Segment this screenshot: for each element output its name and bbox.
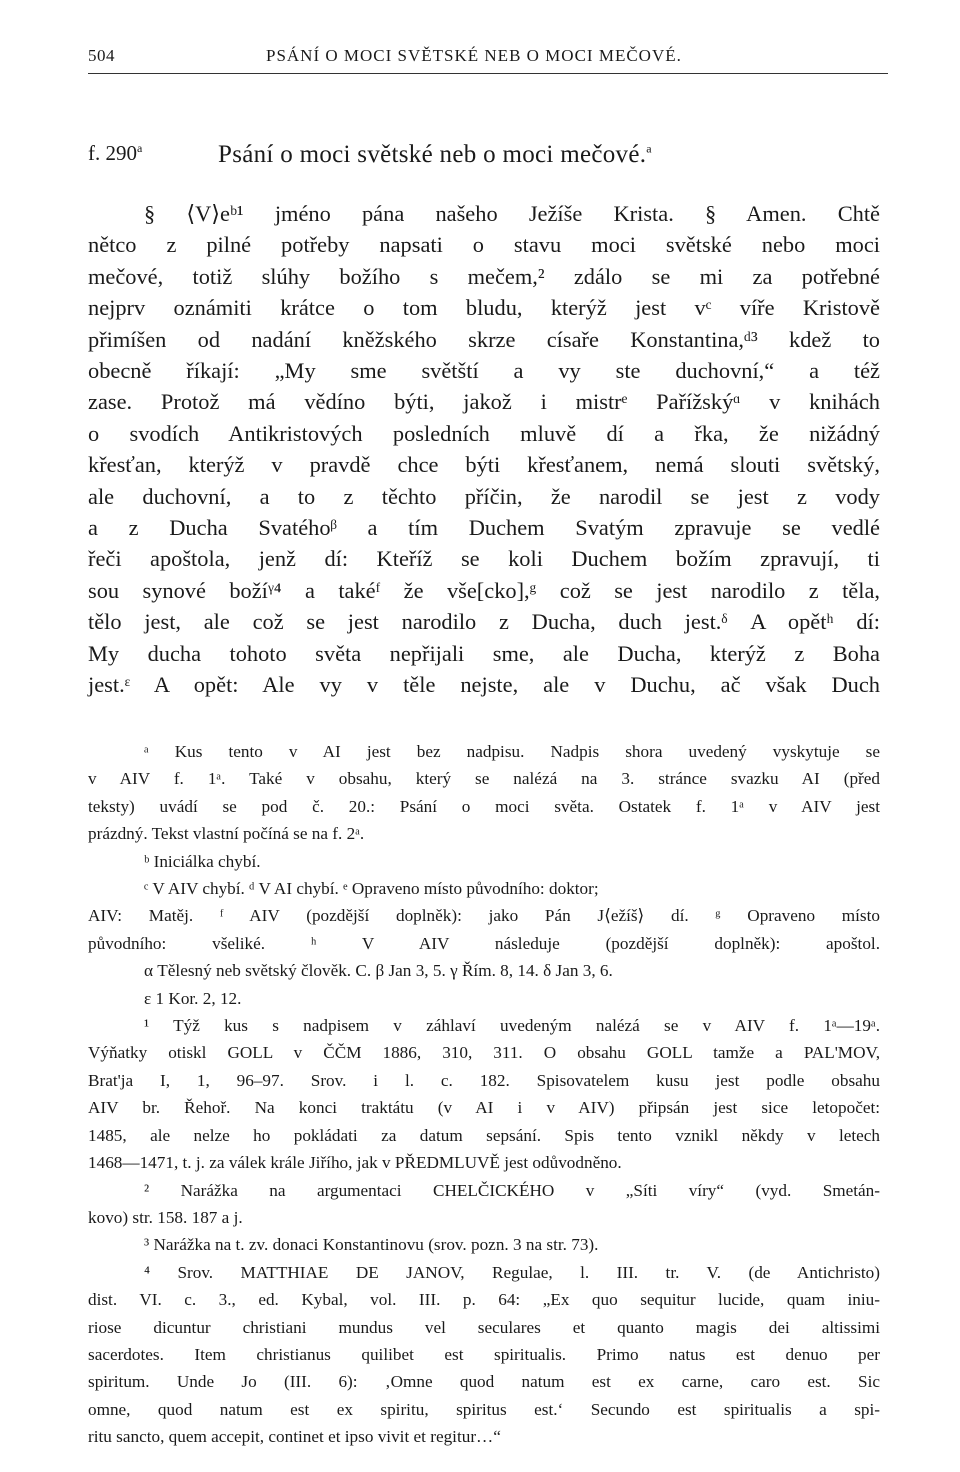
footnote-line: omne, quod natum est ex spiritu, spiritus est.‘ Secundo est spiritualis a spi- <box>88 1399 880 1419</box>
body-line: o svodích Antikristových posledních mluvě dí a řka, že nižádný <box>88 420 880 446</box>
folio-reference <box>88 141 142 166</box>
header-rule <box>88 73 888 74</box>
page-number: 504 <box>88 46 115 65</box>
footnote-line: ᶜ V AIV chybí. ᵈ V AI chybí. ᵉ Opraveno místo původního: doktor; <box>144 879 599 899</box>
folio-sup: a <box>137 141 143 155</box>
body-line: a z Ducha Svatéhoᵝ a tím Duchem Svatým zpravuje se vedlé <box>88 515 880 541</box>
footnote-line: teksty) uvádí se pod č. 20.: Psání o moci světa. Ostatek f. 1ᵃ v AIV jest <box>88 796 880 816</box>
footnote-line: dist. VI. c. 3., ed. Kybal, vol. III. p. 64: „Ex quo sequitur lucide, quam iniu- <box>88 1290 880 1310</box>
footnote-line: ¹ Týž kus s nadpisem v záhlaví uvedeným nalézá se v AIV f. 1ᵃ—19ᵃ. <box>144 1016 880 1036</box>
body-line: přimíšen od nadání kněžského skrze císaře Konstantina,ᵈ³ kdež to <box>88 326 880 352</box>
main-text <box>88 198 880 701</box>
body-line: mečové, totiž slúhy božího s mečem,² zdálo se mi za potřebné <box>88 263 880 289</box>
footnote-line: kovo) str. 158. 187 a j. <box>88 1207 243 1227</box>
footnote-line: v AIV f. 1ᵃ. Také v obsahu, který se nalézá na 3. stránce svazku AI (před <box>88 769 880 789</box>
footnote-line: prázdný. Tekst vlastní počíná se na f. 2ᵃ. <box>88 824 365 844</box>
footnote-line: ³ Narážka na t. zv. donaci Konstantinovu (srov. pozn. 3 na str. 73). <box>144 1235 599 1255</box>
footnote-line: AIV br. Řehoř. Na konci traktátu (v AI i v AIV) připsán jest sice letopočet: <box>88 1098 880 1118</box>
body-line: nejprv oznámiti krátce o tom bludu, kterýž jest vᶜ víře Kristově <box>88 295 880 321</box>
footnote-line: α Tělesný neb světský člověk. C. β Jan 3, 5. γ Řím. 8, 14. δ Jan 3, 6. <box>144 961 613 981</box>
body-line: My ducha tohoto světa nepřijali sme, ale Ducha, kterýž z Boha <box>88 640 880 666</box>
folio-label: f. 290 <box>88 141 137 165</box>
footnote-line: ε 1 Kor. 2, 12. <box>144 988 242 1008</box>
footnote-line: 1468—1471, t. j. za válek krále Jiřího, jak v PŘEDMLUVĚ jest odůvodněno. <box>88 1153 622 1173</box>
body-line: zase. Protož má vědíno býti, jakož i mistrᵉ Pařížskýᵅ v knihách <box>88 389 880 415</box>
chapter-title-text: Psání o moci světské neb o moci mečové. <box>218 141 647 168</box>
footnote-line: Brat'ja I, 1, 96–97. Srov. i l. c. 182. Spisovatelem kusu jest podle obsahu <box>88 1070 880 1090</box>
body-line: obecně říkají: „My sme světští a vy ste duchovní,“ a též <box>88 358 880 384</box>
footnotes <box>88 738 880 1451</box>
footnote-line: sacerdotes. Item christianus quilibet est spiritualis. Primo natus est denuo per <box>88 1344 880 1364</box>
footnote-line: ritu sancto, quem accepit, continet et ipso vivit et regitur…“ <box>88 1427 501 1447</box>
body-line: ale duchovní, a to z těchto příčin, že narodil se jest z vody <box>88 483 880 509</box>
footnote-line: riose dicuntur christiani mundus vel seculares et quanto magis dei altissimi <box>88 1317 880 1337</box>
body-line: řeči apoštola, jenž dí: Kteříž se koli Duchem božím zpravují, ti <box>88 546 880 572</box>
body-line: tělo jest, ale což se jest narodilo z Ducha, duch jest.ᵟ A opětʰ dí: <box>88 609 880 635</box>
footnote-line: ᵃ Kus tento v AI jest bez nadpisu. Nadpis shora uvedený vyskytuje se <box>144 742 880 761</box>
footnote-line: ᵇ Iniciálka chybí. <box>144 851 261 871</box>
footnote-line: ² Narážka na argumentaci CHELČICKÉHO v „Síti víry“ (vyd. Smetán- <box>144 1180 880 1200</box>
chapter-title-sup: a <box>646 141 652 156</box>
body-line: sou synové božíᵞ⁴ a takéᶠ že vše[cko],ᵍ což se jest narodilo z těla, <box>88 577 880 603</box>
footnote-line: AIV: Matěj. ᶠ AIV (pozdější doplněk): jako Pán J⟨ežíš⟩ dí. ᵍ Opraveno místo <box>88 906 880 926</box>
body-line: křesťan, kterýž v pravdě chce býti křesťanem, nemá slouti světský, <box>88 452 880 478</box>
footnote-line: původního: všeliké. ʰ V AIV následuje (pozdější doplněk): apoštol. <box>88 933 880 953</box>
body-line: § ⟨V⟩eᵇ¹ jméno pána našeho Ježíše Krista. § Amen. Chtě <box>144 201 880 226</box>
running-title: PSÁNÍ O MOCI SVĚTSKÉ NEB O MOCI MEČOVÉ. <box>266 46 682 65</box>
running-header <box>88 40 890 70</box>
chapter-title <box>218 141 652 169</box>
footnote-line: ⁴ Srov. MATTHIAE DE JANOV, Regulae, l. III. tr. V. (de Antichristo) <box>144 1262 880 1282</box>
footnote-line: spiritum. Unde Jo (III. 6): ‚Omne quod natum est ex carne, caro est. Sic <box>88 1372 880 1392</box>
footnote-line: Výňatky otiskl GOLL v ČČM 1886, 310, 311. O obsahu GOLL tamže a PAL'MOV, <box>88 1043 880 1063</box>
body-line: jest.ᵋ A opět: Ale vy v těle nejste, ale v Duchu, ač však Duch <box>88 672 880 698</box>
footnote-line: 1485, ale nelze ho pokládati za datum sepsání. Spis tento vznikl někdy v letech <box>88 1125 880 1145</box>
body-line: nětco z pilné potřeby napsati o stavu moci světské nebo moci <box>88 232 880 258</box>
